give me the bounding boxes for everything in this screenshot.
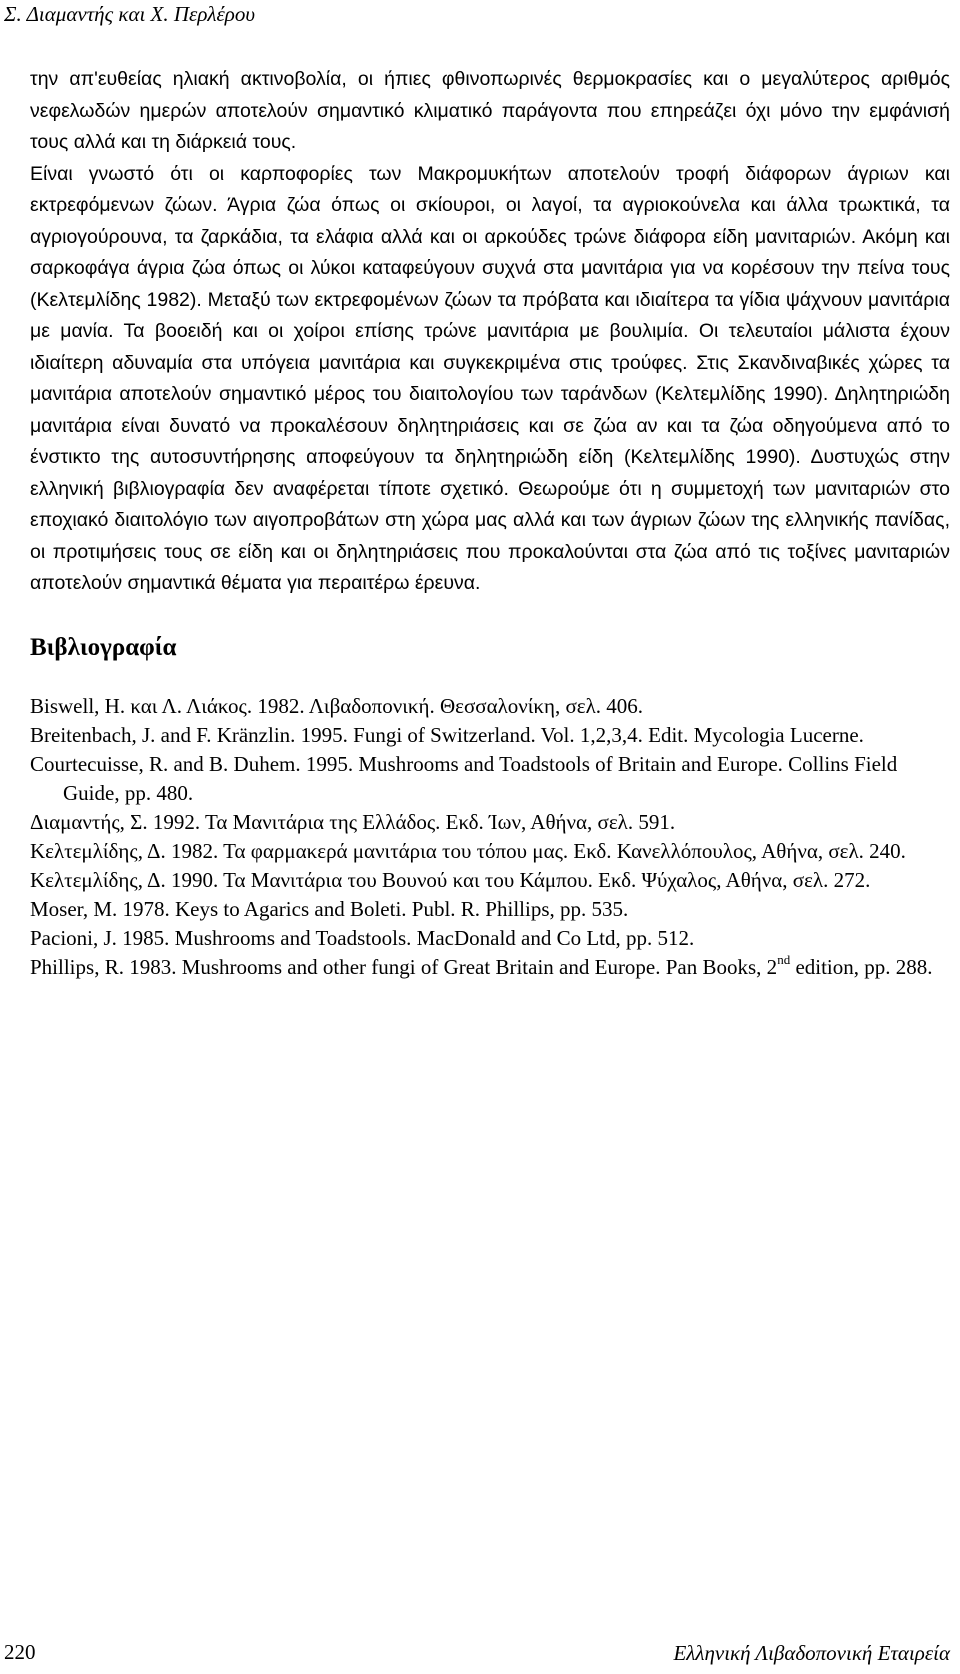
reference-list	[30, 692, 950, 982]
reference-item: Biswell, H. και Λ. Λιάκος. 1982. Λιβαδοπονική. Θεσσαλονίκη, σελ. 406.	[30, 694, 644, 718]
reference-item: Moser, M. 1978. Keys to Agarics and Boleti. Publ. R. Phillips, pp. 535.	[30, 897, 629, 921]
reference-item: Pacioni, J. 1985. Mushrooms and Toadstools. MacDonald and Co Ltd, pp. 512.	[30, 926, 695, 950]
reference-item: Διαμαντής, Σ. 1992. Τα Μανιτάρια της Ελλάδος. Εκδ. Ίων, Αθήνα, σελ. 591.	[30, 810, 676, 834]
reference-item: Courtecuisse, R. and B. Duhem. 1995. Mushrooms and Toadstools of Britain and Europe. Collins Field Guide, pp. 480.	[30, 752, 898, 805]
ordinal-superscript: nd	[777, 952, 791, 967]
running-head: Σ. Διαμαντής και Χ. Περλέρου	[4, 2, 255, 26]
page-number: 220	[4, 1640, 36, 1664]
reference-text: edition, pp. 288.	[790, 955, 933, 979]
paragraph: Είναι γνωστό ότι οι καρποφορίες των Μακρομυκήτων αποτελούν τροφή διάφορων άγριων και εκτρεφόμενων ζώων. Άγρια ζώα όπως οι σκίουροι, οι λαγοί, τα αγριοκούνελα και άλλα τρωκτικά, τα αγριογούρουνα, τα ζαρκάδια, τα ελάφια αλλά και οι αρκούδες τρώνε διάφορα είδη μανιταριών. Ακόμη και σαρκοφάγα άγρια ζώα όπως οι λύκοι καταφεύγουν συχνά στα μανιτάρια για να κορέσουν την πείνα τους (Κελτεμλίδης 1982). Μεταξύ των εκτρεφομένων ζώων τα πρόβατα και ιδιαίτερα τα γίδια ψάχνουν μανιτάρια με μανία. Τα βοοειδή και οι χοίροι επίσης τρώνε μανιτάρια με βουλιμία. Οι τελευταίοι μάλιστα έχουν ιδιαίτερη αδυναμία στα υπόγεια μανιτάρια και συγκεκριμένα στις τρούφες. Στις Σκανδιναβικές χώρες τα μανιτάρια αποτελούν σημαντικό μέρος του διαιτολογίου των ταράνδων (Κελτεμλίδης 1990). Δηλητηριώδη μανιτάρια είναι δυνατό να προκαλέσουν δηλητηριάσεις και σε ζώα αν και τα ζώα οδηγούμενα από το ένστικτο της αυτοσυντήρησης αποφεύγουν τα δηλητηριώδη είδη (Κελτεμλίδης 1990). Δυστυχώς στην ελληνική βιβλιογραφία δεν αναφέρεται τίποτε σχετικό. Θεωρούμε ότι η συμμετοχή των μανιταριών στο εποχιακό διαιτολόγιο των αιγοπροβάτων στη χώρα μας αλλά και των άγριων ζώων της ελληνικής πανίδας, οι προτιμήσεις τους σε είδη και οι δηλητηριάσεις που προκαλούνται στα ζώα από τις τοξίνες μανιταριών αποτελούν σημαντικά θέματα για περαιτέρω έρευνα.	[30, 162, 950, 594]
reference-item: Κελτεμλίδης, Δ. 1982. Τα φαρμακερά μανιτάρια του τόπου μας. Εκδ. Κανελλόπουλος, Αθήνα, σελ. 240.	[30, 839, 906, 863]
bibliography-heading: Βιβλιογραφία	[30, 634, 177, 661]
publisher-footer: Ελληνική Λιβαδοπονική Εταιρεία	[673, 1641, 950, 1665]
body-text	[30, 64, 950, 600]
reference-item: Breitenbach, J. and F. Kränzlin. 1995. Fungi of Switzerland. Vol. 1,2,3,4. Edit. Mycologia Lucerne.	[30, 723, 864, 747]
paragraph: την απ'ευθείας ηλιακή ακτινοβολία, οι ήπιες φθινοπωρινές θερμοκρασίες και ο μεγαλύτερος αριθμός νεφελωδών ημερών αποτελούν σημαντικό κλιματικό παράγοντα που επηρεάζει όχι μόνο την εμφάνισή τους αλλά και τη διάρκειά τους.	[30, 68, 950, 153]
reference-item	[30, 953, 950, 982]
reference-text: Phillips, R. 1983. Mushrooms and other fungi of Great Britain and Europe. Pan Books, 2	[30, 955, 778, 979]
reference-item: Κελτεμλίδης, Δ. 1990. Τα Μανιτάρια του Βουνού και του Κάμπου. Εκδ. Ψύχαλος, Αθήνα, σελ. 272.	[30, 868, 871, 892]
